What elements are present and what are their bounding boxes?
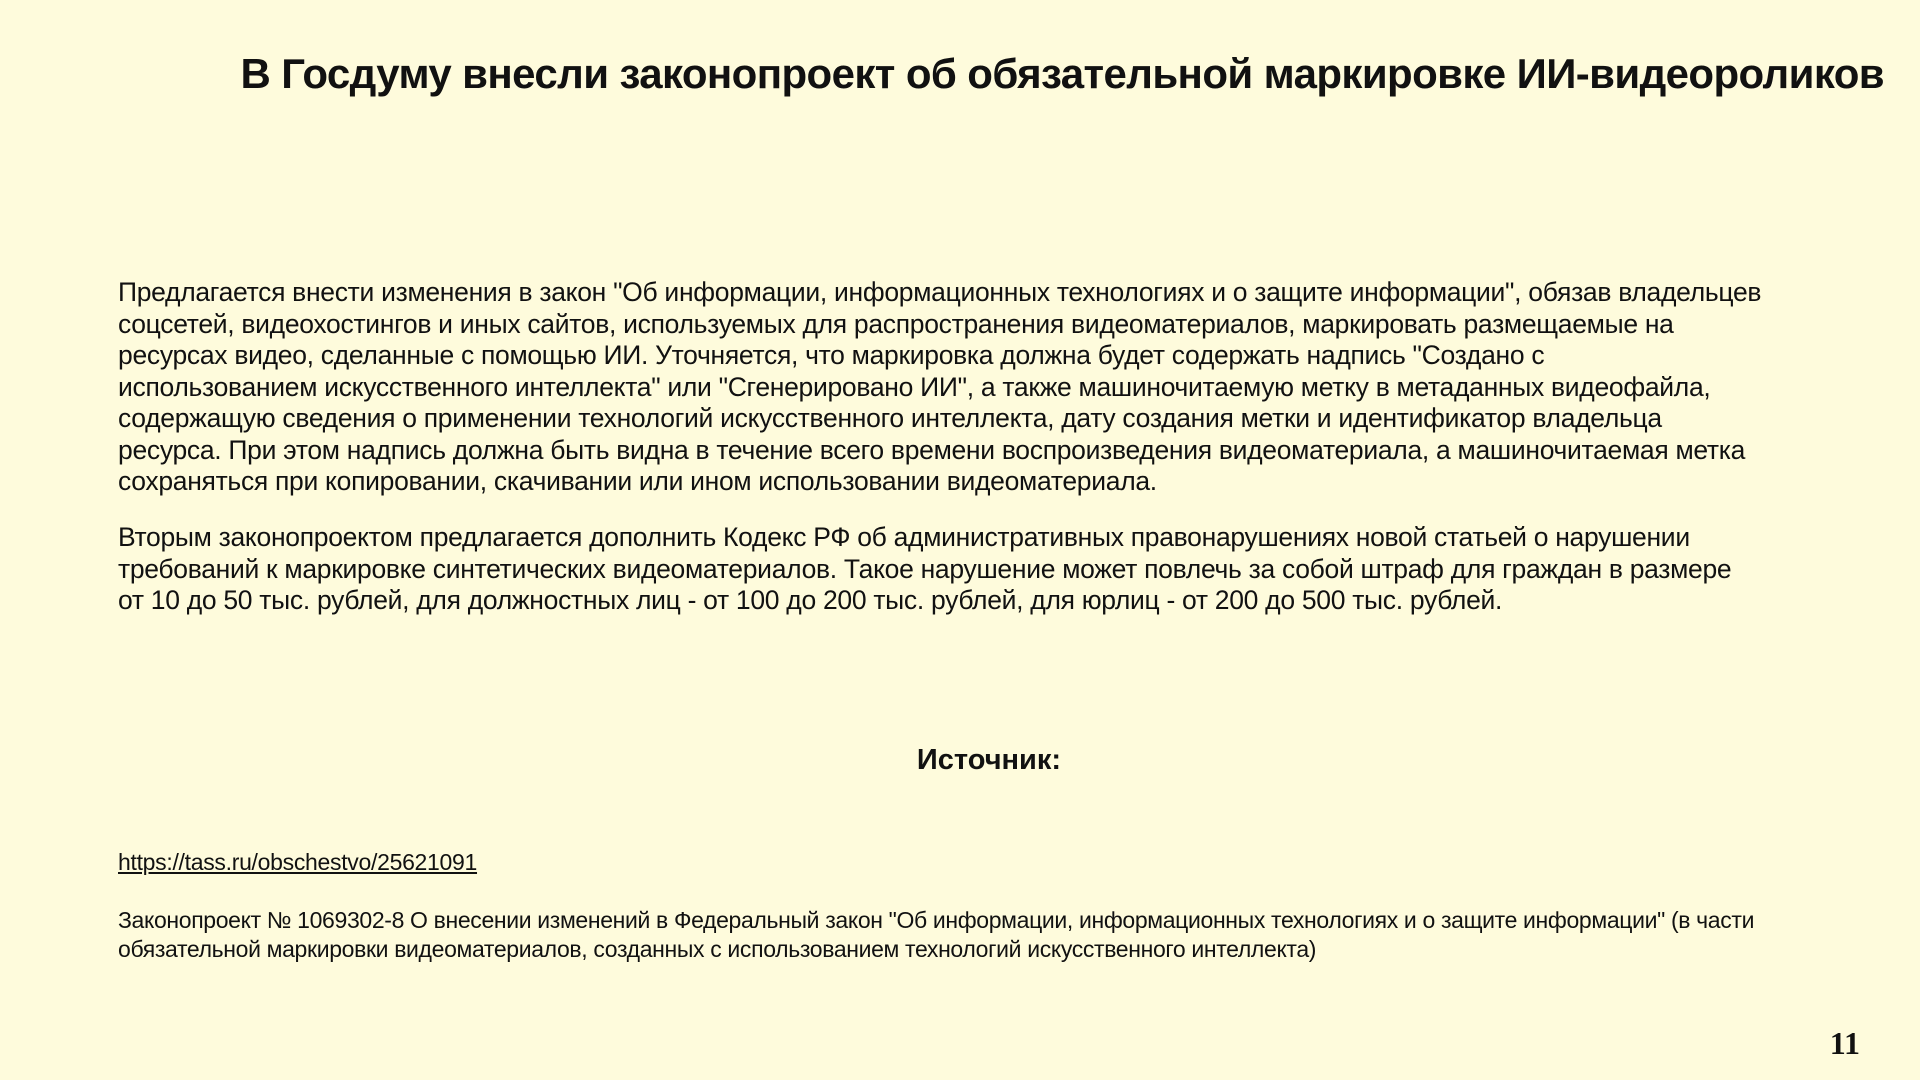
text-line: сохраняться при копировании, скачивании или ином использовании видеоматериала. — [118, 466, 1157, 496]
law-reference — [118, 906, 1754, 964]
text-line: обязательной маркировки видеоматериалов, созданных с использованием технологий искусственного интеллекта) — [118, 936, 1317, 962]
paragraph-penalties — [118, 522, 1731, 617]
text-line: содержащую сведения о применении технологий искусственного интеллекта, дату создания метки и идентификатор владельца — [118, 403, 1662, 433]
source-link[interactable]: https://tass.ru/obschestvo/25621091 — [118, 849, 478, 875]
page-number: 11 — [1829, 1025, 1860, 1061]
text-line: Законопроект № 1069302-8 О внесении изменений в Федеральный закон "Об информации, информационных технологиях и о защите информации" (в части — [118, 907, 1755, 933]
text-line: соцсетей, видеохостингов и иных сайтов, используемых для распространения видеоматериалов, маркировать размещаемые на — [118, 308, 1674, 339]
paragraph-bill-description — [118, 277, 1761, 498]
text-line: ресурсах видео, сделанные с помощью ИИ. Уточняется, что маркировка должна будет содержать надпись "Создано с — [118, 340, 1545, 370]
text-line: использованием искусственного интеллекта" или "Сгенерировано ИИ", а также машиночитаемую метку в метаданных видеофайла, — [118, 371, 1711, 402]
text-line: Вторым законопроектом предлагается дополнить Кодекс РФ об административных правонарушениях новой статьей о нарушении — [118, 522, 1690, 552]
page-title: В Госдуму внесли законопроект об обязательной маркировке ИИ-видеороликов — [240, 50, 1884, 97]
text-line: от 10 до 50 тыс. рублей, для должностных лиц - от 100 до 200 тыс. рублей, для юрлиц - от 200 до 500 тыс. рублей. — [118, 585, 1503, 615]
text-line: ресурса. При этом надпись должна быть видна в течение всего времени воспроизведения видеоматериала, а машиночитаемая метка — [118, 434, 1746, 465]
text-line: требований к маркировке синтетических видеоматериалов. Такое нарушение может повлечь за собой штраф для граждан в размере — [118, 553, 1732, 584]
text-line: Предлагается внести изменения в закон "Об информации, информационных технологиях и о защите информации", обязав владельцев — [118, 277, 1762, 307]
source-heading: Источник: — [916, 744, 1062, 776]
